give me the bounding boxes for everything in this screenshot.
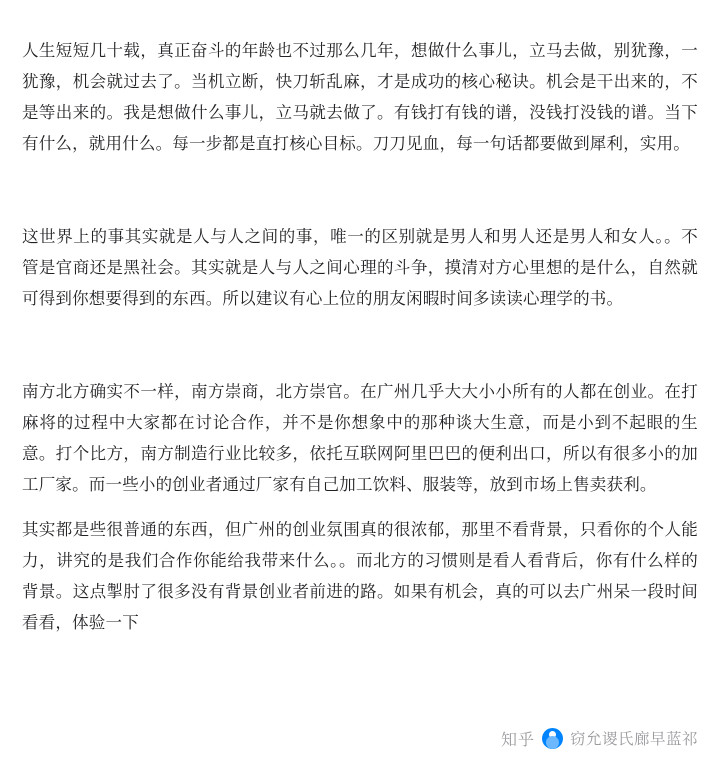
paragraph-spacer: [22, 501, 698, 515]
paragraph-spacer: [22, 160, 698, 222]
paragraph-2: 这世界上的事其实就是人与人之间的事，唯一的区别就是男人和男人还是男人和女人。。不管是官商还是黑社会。其实就是人与人之间心理的斗争，摸清对方心里想的是什么，自然就可得到你想要得到的东西。所以建议有心上位的朋友闲暇时间多读读心理学的书。: [22, 228, 698, 308]
zhihu-logo: 知乎: [500, 731, 535, 749]
watermark-username: 窃允谡氏廊早蓝祁: [569, 731, 698, 748]
paragraph-3: 南方北方确实不一样，南方崇商，北方崇官。在广州几乎大大小小所有的人都在创业。在打麻将的过程中大家都在讨论合作，并不是你想象中的那种谈大生意，而是小到不起眼的生意。打个比方，南方制造行业比较多，依托互联网阿里巴巴的便利出口，所以有很多小的加工厂家。而一些小的创业者通过厂家有自己加工饮料、服装等，放到市场上售卖获利。: [22, 383, 698, 494]
paragraph-1: 人生短短几十载，真正奋斗的年龄也不过那么几年，想做什么事儿，立马去做，别犹豫，一犹豫，机会就过去了。当机立断，快刀斩乱麻，才是成功的核心秘诀。机会是干出来的，不是等出来的。我是想做什么事儿，立马就去做了。有钱打有钱的谱，没钱打没钱的谱。当下有什么，就用什么。每一步都是直打核心目标。刀刀见血，每一句话都要做到犀利，实用。: [22, 42, 698, 153]
paragraph-4: 其实都是些很普通的东西，但广州的创业氛围真的很浓郁，那里不看背景，只看你的个人能力，讲究的是我们合作你能给我带来什么。。而北方的习惯则是看人看背后，你有什么样的背景。这点掣肘了很多没有背景创业者前进的路。如果有机会，真的可以去广州呆一段时间看看，体验一下: [22, 521, 698, 632]
paragraph-spacer: [22, 315, 698, 377]
watermark-content: [501, 727, 698, 750]
user-avatar-icon: [542, 728, 563, 749]
watermark-footer: [0, 723, 720, 753]
